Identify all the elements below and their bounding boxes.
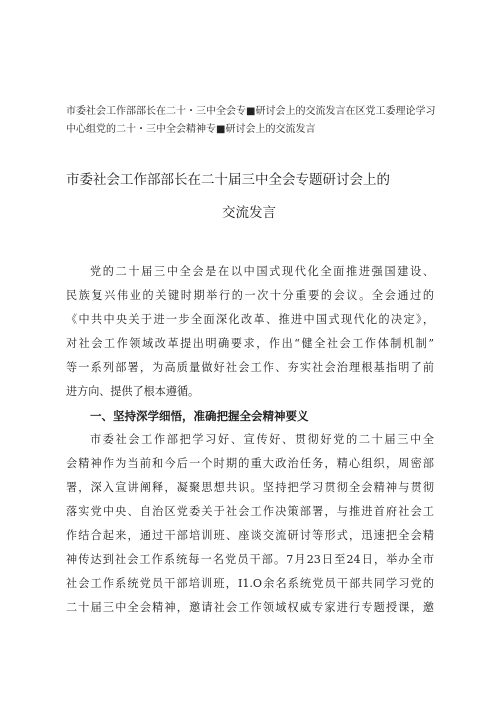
document-title-line-1: 市委社会工作部部长在二十届三中全会专题研讨会上的 bbox=[66, 172, 390, 188]
header-line-1: 市委社会工作部部长在二十・三中全会专■研讨会上的交流发言在区党工委理论学习 bbox=[66, 106, 436, 117]
paragraph-1-line-1: 党的二十届三中全会是在以中国式现代化全面推进强国建设、 bbox=[90, 265, 434, 278]
paragraph-2-line-3: 署，深入宣讲阐释，凝聚思想共识。坚持把学习贯彻全会精神与贯彻 bbox=[66, 481, 434, 494]
paragraph-2-line-7: 社会工作系统党员干部培训班，I1.O余名系统党员干部共同学习党的 bbox=[66, 577, 434, 590]
paragraph-1-line-6: 进方向、提供了根本遵循。 bbox=[66, 385, 200, 398]
paragraph-1-line-2: 民族复兴伟业的关键时期举行的一次十分重要的会议。全会通过的 bbox=[66, 289, 434, 302]
paragraph-2-line-6: 神传达到社会工作系统每一名党员干部。7月23日至24日，举办全市 bbox=[66, 553, 434, 566]
paragraph-2-line-8: 二十届三中全会精神，邀请社会工作领域权威专家进行专题授课，邀 bbox=[66, 601, 434, 614]
document-title-line-2: 交流发言 bbox=[222, 205, 276, 221]
paragraph-1-line-4: 对社会工作领域改革提出明确要求，作出“健全社会工作体制机制” bbox=[66, 337, 434, 350]
header-line-2: 中心组党的二十・三中全会精神专■研讨会上的交流发言 bbox=[66, 124, 316, 135]
paragraph-1-line-5: 等一系列部署，为高质量做好社会工作、夯实社会治理根基指明了前 bbox=[66, 361, 434, 374]
paragraph-2-line-2: 会精神作为当前和今后一个时期的重大政治任务，精心组织，周密部 bbox=[66, 457, 434, 470]
paragraph-1-line-3: 《中共中央关于进一步全面深化改革、推进中国式现代化的决定》， bbox=[66, 313, 434, 326]
section-heading-1: 一、坚持深学细悟，准确把握全会精神要义 bbox=[90, 409, 309, 423]
paragraph-2-line-5: 作结合起来，通过干部培训班、座谈交流研讨等形式，迅速把全会精 bbox=[66, 529, 434, 542]
paragraph-2-line-1: 市委社会工作部把学习好、宣传好、贯彻好党的二十届三中全 bbox=[90, 433, 434, 446]
paragraph-2-line-4: 落实党中央、自治区党委关于社会工作决策部署，与推进首府社会工 bbox=[66, 505, 434, 518]
